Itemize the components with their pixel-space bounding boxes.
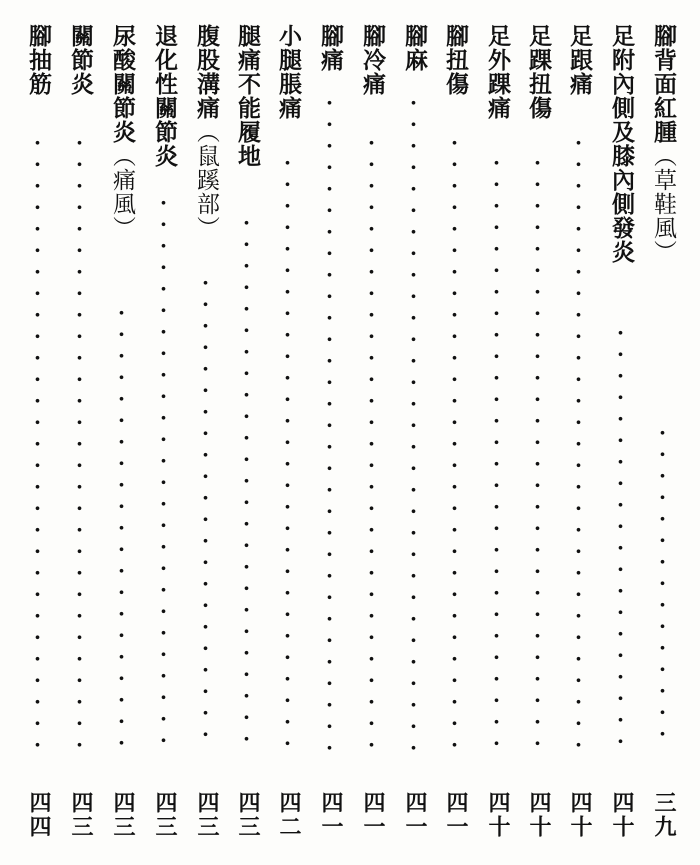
dot-leader bbox=[35, 132, 40, 752]
entry-page-number: 四三 bbox=[194, 791, 219, 839]
dot-leader bbox=[161, 192, 166, 752]
dot-leader bbox=[119, 302, 124, 752]
dot-leader bbox=[77, 132, 82, 752]
toc-entry[interactable] bbox=[356, 24, 388, 844]
entry-title: 腿痛不能履地 bbox=[234, 24, 260, 168]
dot-leader bbox=[494, 152, 499, 752]
entry-title: 腳抽筋 bbox=[25, 24, 51, 96]
entry-page-number: 四三 bbox=[110, 791, 135, 839]
toc-entry[interactable] bbox=[272, 24, 304, 844]
dot-leader bbox=[244, 212, 249, 752]
toc-entry[interactable] bbox=[605, 24, 637, 844]
entry-page-number: 四十 bbox=[526, 791, 551, 839]
entry-page-number: 四二 bbox=[276, 791, 301, 839]
dot-leader bbox=[535, 152, 540, 752]
dot-leader bbox=[327, 92, 332, 752]
toc-entry[interactable] bbox=[22, 24, 54, 844]
dot-leader bbox=[452, 132, 457, 752]
toc-entry[interactable] bbox=[231, 24, 263, 844]
entry-page-number: 四十 bbox=[567, 791, 592, 839]
entry-title: 足附內側及膝內側發炎 bbox=[608, 24, 634, 264]
toc-entry[interactable] bbox=[148, 24, 180, 844]
entry-page-number: 四三 bbox=[68, 791, 93, 839]
entry-title: 腹股溝痛（鼠蹊部） bbox=[193, 24, 219, 240]
entry-title: 足跟痛 bbox=[566, 24, 592, 96]
entry-page-number: 四一 bbox=[360, 791, 385, 839]
entry-page-number: 四十 bbox=[609, 791, 634, 839]
dot-leader bbox=[285, 152, 290, 752]
entry-title: 足踝扭傷 bbox=[525, 24, 551, 120]
toc-entry[interactable] bbox=[439, 24, 471, 844]
dot-leader bbox=[618, 322, 623, 752]
entry-title: 腳痛 bbox=[317, 24, 343, 72]
entry-page-number: 四一 bbox=[443, 791, 468, 839]
entry-title: 退化性關節炎 bbox=[151, 24, 177, 168]
entry-title: 腳扭傷 bbox=[442, 24, 468, 96]
dot-leader bbox=[411, 92, 416, 752]
entry-note: （草鞋風） bbox=[650, 144, 676, 264]
toc-entry[interactable] bbox=[522, 24, 554, 844]
entry-title: 小腿脹痛 bbox=[275, 24, 301, 120]
entry-page-number: 四一 bbox=[402, 791, 427, 839]
entry-page-number: 四三 bbox=[152, 791, 177, 839]
toc-entry[interactable] bbox=[106, 24, 138, 844]
toc-entry[interactable] bbox=[563, 24, 595, 844]
toc-entry[interactable] bbox=[398, 24, 430, 844]
dot-leader bbox=[576, 132, 581, 752]
entry-title: 尿酸關節炎（痛風） bbox=[109, 24, 135, 240]
toc-entry[interactable] bbox=[647, 24, 679, 844]
entry-page-number: 四一 bbox=[318, 791, 343, 839]
entry-page-number: 四三 bbox=[235, 791, 260, 839]
entry-page-number: 三九 bbox=[651, 791, 676, 839]
entry-title: 腳背面紅腫（草鞋風） bbox=[650, 24, 676, 264]
entry-note: （鼠蹊部） bbox=[193, 120, 219, 240]
dot-leader bbox=[660, 422, 665, 752]
entry-page-number: 四十 bbox=[485, 791, 510, 839]
toc-entry[interactable] bbox=[481, 24, 513, 844]
entry-title: 關節炎 bbox=[67, 24, 93, 96]
dot-leader bbox=[369, 132, 374, 752]
toc-entry[interactable] bbox=[314, 24, 346, 844]
entry-note: （痛風） bbox=[109, 144, 135, 240]
entry-title: 腳冷痛 bbox=[359, 24, 385, 96]
entry-page-number: 四四 bbox=[26, 791, 51, 839]
toc-entry[interactable] bbox=[64, 24, 96, 844]
entry-title: 腳麻 bbox=[401, 24, 427, 72]
dot-leader bbox=[203, 272, 208, 752]
toc-entry[interactable] bbox=[190, 24, 222, 844]
entry-title: 足外踝痛 bbox=[484, 24, 510, 120]
